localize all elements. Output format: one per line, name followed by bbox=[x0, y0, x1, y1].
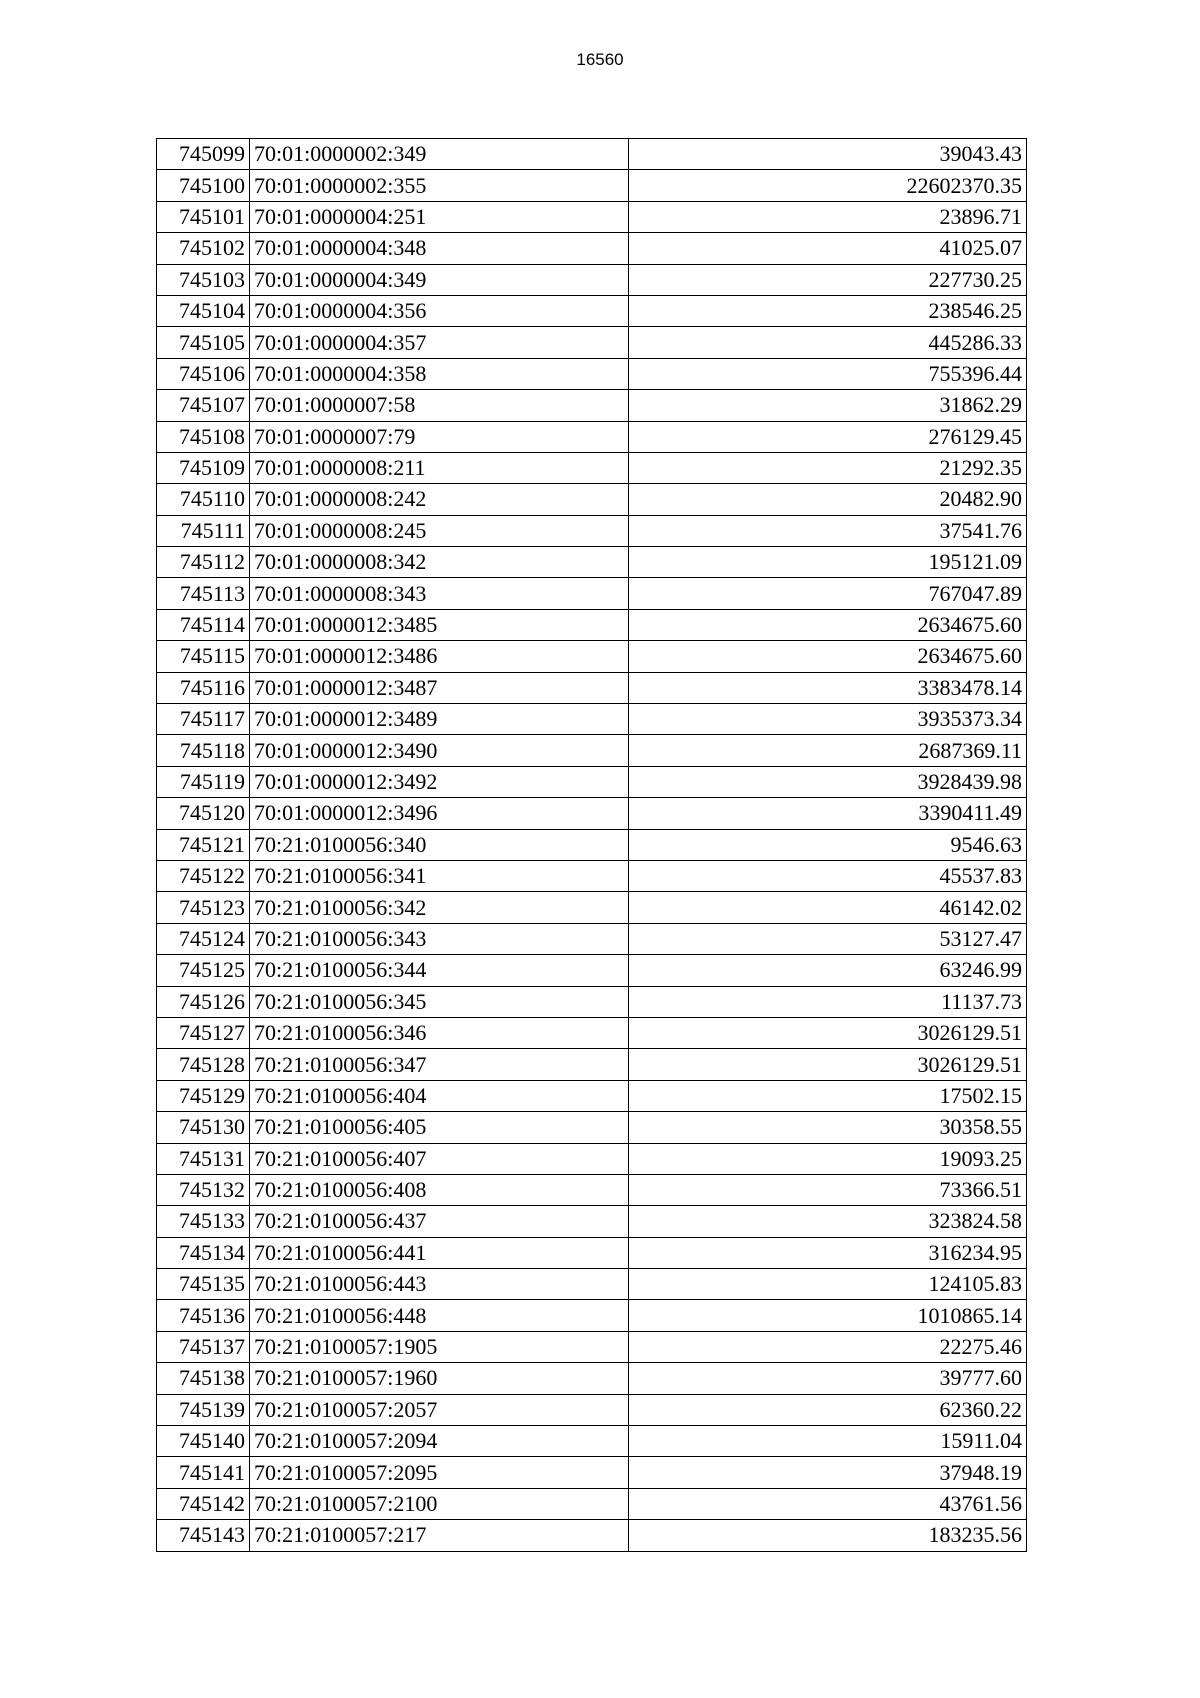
cadastral-number: 70:01:0000008:342 bbox=[250, 547, 629, 578]
cadastral-value: 767047.89 bbox=[629, 578, 1027, 609]
row-number: 745112 bbox=[157, 547, 250, 578]
cadastral-value: 37541.76 bbox=[629, 515, 1027, 546]
row-number: 745142 bbox=[157, 1488, 250, 1519]
cadastral-number: 70:01:0000002:355 bbox=[250, 170, 629, 201]
table-row bbox=[157, 829, 1027, 860]
table-row bbox=[157, 1080, 1027, 1111]
cadastral-number: 70:21:0100056:441 bbox=[250, 1237, 629, 1268]
table-row bbox=[157, 1112, 1027, 1143]
cadastral-value: 3935373.34 bbox=[629, 704, 1027, 735]
table-row bbox=[157, 609, 1027, 640]
table-row bbox=[157, 264, 1027, 295]
row-number: 745100 bbox=[157, 170, 250, 201]
cadastral-value: 17502.15 bbox=[629, 1080, 1027, 1111]
row-number: 745120 bbox=[157, 798, 250, 829]
cadastral-value: 41025.07 bbox=[629, 233, 1027, 264]
table-row bbox=[157, 1457, 1027, 1488]
cadastral-number: 70:21:0100056:340 bbox=[250, 829, 629, 860]
row-number: 745122 bbox=[157, 860, 250, 891]
table-row bbox=[157, 735, 1027, 766]
cadastral-number: 70:21:0100056:408 bbox=[250, 1174, 629, 1205]
cadastral-value: 195121.09 bbox=[629, 547, 1027, 578]
table-row bbox=[157, 1017, 1027, 1048]
cadastral-number: 70:01:0000004:358 bbox=[250, 358, 629, 389]
cadastral-number: 70:01:0000008:242 bbox=[250, 484, 629, 515]
cadastral-number: 70:21:0100056:404 bbox=[250, 1080, 629, 1111]
table-row bbox=[157, 860, 1027, 891]
row-number: 745109 bbox=[157, 452, 250, 483]
cadastral-value: 20482.90 bbox=[629, 484, 1027, 515]
row-number: 745117 bbox=[157, 704, 250, 735]
cadastral-number: 70:01:0000012:3487 bbox=[250, 672, 629, 703]
table-row bbox=[157, 892, 1027, 923]
row-number: 745126 bbox=[157, 986, 250, 1017]
row-number: 745135 bbox=[157, 1269, 250, 1300]
cadastral-value: 323824.58 bbox=[629, 1206, 1027, 1237]
table-row bbox=[157, 1394, 1027, 1425]
table-row bbox=[157, 1300, 1027, 1331]
cadastral-number: 70:21:0100056:343 bbox=[250, 923, 629, 954]
row-number: 745121 bbox=[157, 829, 250, 860]
cadastral-value: 63246.99 bbox=[629, 955, 1027, 986]
row-number: 745133 bbox=[157, 1206, 250, 1237]
table-row bbox=[157, 358, 1027, 389]
cadastral-number: 70:01:0000012:3492 bbox=[250, 766, 629, 797]
row-number: 745110 bbox=[157, 484, 250, 515]
table-row bbox=[157, 327, 1027, 358]
cadastral-value: 19093.25 bbox=[629, 1143, 1027, 1174]
table-row bbox=[157, 1426, 1027, 1457]
cadastral-number: 70:21:0100057:217 bbox=[250, 1520, 629, 1551]
cadastral-value: 183235.56 bbox=[629, 1520, 1027, 1551]
table-row bbox=[157, 1269, 1027, 1300]
table-row bbox=[157, 515, 1027, 546]
row-number: 745111 bbox=[157, 515, 250, 546]
cadastral-number: 70:01:0000012:3496 bbox=[250, 798, 629, 829]
row-number: 745138 bbox=[157, 1363, 250, 1394]
cadastral-number: 70:21:0100057:2057 bbox=[250, 1394, 629, 1425]
cadastral-value: 2634675.60 bbox=[629, 641, 1027, 672]
table-row bbox=[157, 1237, 1027, 1268]
table-row bbox=[157, 578, 1027, 609]
row-number: 745113 bbox=[157, 578, 250, 609]
table-row bbox=[157, 452, 1027, 483]
cadastral-number: 70:01:0000004:348 bbox=[250, 233, 629, 264]
table-row bbox=[157, 390, 1027, 421]
row-number: 745129 bbox=[157, 1080, 250, 1111]
cadastral-value: 445286.33 bbox=[629, 327, 1027, 358]
cadastral-value: 316234.95 bbox=[629, 1237, 1027, 1268]
cadastral-value: 22275.46 bbox=[629, 1331, 1027, 1362]
cadastral-value: 30358.55 bbox=[629, 1112, 1027, 1143]
table-row bbox=[157, 704, 1027, 735]
row-number: 745107 bbox=[157, 390, 250, 421]
row-number: 745105 bbox=[157, 327, 250, 358]
cadastral-value: 3026129.51 bbox=[629, 1049, 1027, 1080]
cadastral-value: 3390411.49 bbox=[629, 798, 1027, 829]
row-number: 745106 bbox=[157, 358, 250, 389]
cadastral-number: 70:01:0000012:3489 bbox=[250, 704, 629, 735]
row-number: 745143 bbox=[157, 1520, 250, 1551]
row-number: 745099 bbox=[157, 139, 250, 170]
table-row bbox=[157, 139, 1027, 170]
cadastral-value: 227730.25 bbox=[629, 264, 1027, 295]
cadastral-number: 70:21:0100056:344 bbox=[250, 955, 629, 986]
cadastral-value: 73366.51 bbox=[629, 1174, 1027, 1205]
cadastral-number: 70:01:0000002:349 bbox=[250, 139, 629, 170]
cadastral-value: 3928439.98 bbox=[629, 766, 1027, 797]
row-number: 745123 bbox=[157, 892, 250, 923]
row-number: 745125 bbox=[157, 955, 250, 986]
cadastral-number: 70:21:0100056:407 bbox=[250, 1143, 629, 1174]
row-number: 745118 bbox=[157, 735, 250, 766]
cadastral-value: 21292.35 bbox=[629, 452, 1027, 483]
cadastral-value: 238546.25 bbox=[629, 295, 1027, 326]
row-number: 745127 bbox=[157, 1017, 250, 1048]
row-number: 745108 bbox=[157, 421, 250, 452]
table-row bbox=[157, 295, 1027, 326]
row-number: 745103 bbox=[157, 264, 250, 295]
cadastral-value: 43761.56 bbox=[629, 1488, 1027, 1519]
cadastral-number: 70:21:0100056:443 bbox=[250, 1269, 629, 1300]
cadastral-value: 46142.02 bbox=[629, 892, 1027, 923]
cadastral-value: 45537.83 bbox=[629, 860, 1027, 891]
cadastral-number: 70:21:0100056:341 bbox=[250, 860, 629, 891]
cadastral-number: 70:01:0000007:79 bbox=[250, 421, 629, 452]
cadastral-value: 53127.47 bbox=[629, 923, 1027, 954]
cadastral-number: 70:01:0000008:211 bbox=[250, 452, 629, 483]
cadastral-value: 9546.63 bbox=[629, 829, 1027, 860]
cadastral-number: 70:21:0100056:437 bbox=[250, 1206, 629, 1237]
cadastral-number: 70:21:0100056:346 bbox=[250, 1017, 629, 1048]
table-row bbox=[157, 233, 1027, 264]
cadastral-value: 2634675.60 bbox=[629, 609, 1027, 640]
cadastral-value: 15911.04 bbox=[629, 1426, 1027, 1457]
cadastral-number: 70:21:0100057:1905 bbox=[250, 1331, 629, 1362]
table-row bbox=[157, 1331, 1027, 1362]
row-number: 745141 bbox=[157, 1457, 250, 1488]
cadastral-number: 70:01:0000012:3490 bbox=[250, 735, 629, 766]
cadastral-number: 70:01:0000008:245 bbox=[250, 515, 629, 546]
cadastral-value: 37948.19 bbox=[629, 1457, 1027, 1488]
table-body bbox=[157, 139, 1027, 1552]
cadastral-number: 70:21:0100056:448 bbox=[250, 1300, 629, 1331]
cadastral-number: 70:21:0100056:347 bbox=[250, 1049, 629, 1080]
row-number: 745101 bbox=[157, 201, 250, 232]
cadastral-value-table bbox=[156, 138, 1027, 1552]
page-number: 16560 bbox=[576, 50, 624, 69]
row-number: 745124 bbox=[157, 923, 250, 954]
table-row bbox=[157, 923, 1027, 954]
cadastral-number: 70:01:0000012:3485 bbox=[250, 609, 629, 640]
row-number: 745139 bbox=[157, 1394, 250, 1425]
row-number: 745137 bbox=[157, 1331, 250, 1362]
cadastral-value: 1010865.14 bbox=[629, 1300, 1027, 1331]
cadastral-value: 2687369.11 bbox=[629, 735, 1027, 766]
cadastral-value: 22602370.35 bbox=[629, 170, 1027, 201]
cadastral-value: 23896.71 bbox=[629, 201, 1027, 232]
table-row bbox=[157, 547, 1027, 578]
cadastral-number: 70:21:0100056:345 bbox=[250, 986, 629, 1017]
cadastral-number: 70:01:0000004:251 bbox=[250, 201, 629, 232]
cadastral-value: 39777.60 bbox=[629, 1363, 1027, 1394]
row-number: 745128 bbox=[157, 1049, 250, 1080]
table-row bbox=[157, 955, 1027, 986]
cadastral-value: 3026129.51 bbox=[629, 1017, 1027, 1048]
cadastral-value: 62360.22 bbox=[629, 1394, 1027, 1425]
cadastral-value: 755396.44 bbox=[629, 358, 1027, 389]
row-number: 745136 bbox=[157, 1300, 250, 1331]
row-number: 745119 bbox=[157, 766, 250, 797]
cadastral-value: 31862.29 bbox=[629, 390, 1027, 421]
table-row bbox=[157, 986, 1027, 1017]
row-number: 745131 bbox=[157, 1143, 250, 1174]
row-number: 745132 bbox=[157, 1174, 250, 1205]
cadastral-number: 70:21:0100057:2100 bbox=[250, 1488, 629, 1519]
cadastral-value: 124105.83 bbox=[629, 1269, 1027, 1300]
cadastral-number: 70:01:0000004:349 bbox=[250, 264, 629, 295]
row-number: 745104 bbox=[157, 295, 250, 326]
cadastral-number: 70:21:0100057:1960 bbox=[250, 1363, 629, 1394]
table-row bbox=[157, 201, 1027, 232]
table-row bbox=[157, 1363, 1027, 1394]
table-row bbox=[157, 170, 1027, 201]
table-row bbox=[157, 1488, 1027, 1519]
cadastral-number: 70:21:0100056:342 bbox=[250, 892, 629, 923]
table-row bbox=[157, 1520, 1027, 1551]
cadastral-number: 70:01:0000008:343 bbox=[250, 578, 629, 609]
row-number: 745116 bbox=[157, 672, 250, 703]
table-row bbox=[157, 672, 1027, 703]
cadastral-number: 70:21:0100057:2094 bbox=[250, 1426, 629, 1457]
row-number: 745140 bbox=[157, 1426, 250, 1457]
cadastral-value: 39043.43 bbox=[629, 139, 1027, 170]
cadastral-number: 70:01:0000004:357 bbox=[250, 327, 629, 358]
cadastral-number: 70:01:0000004:356 bbox=[250, 295, 629, 326]
table-row bbox=[157, 1049, 1027, 1080]
row-number: 745130 bbox=[157, 1112, 250, 1143]
table-row bbox=[157, 421, 1027, 452]
cadastral-value: 3383478.14 bbox=[629, 672, 1027, 703]
row-number: 745115 bbox=[157, 641, 250, 672]
cadastral-number: 70:21:0100056:405 bbox=[250, 1112, 629, 1143]
row-number: 745102 bbox=[157, 233, 250, 264]
table-row bbox=[157, 766, 1027, 797]
table-row bbox=[157, 641, 1027, 672]
table-row bbox=[157, 1174, 1027, 1205]
cadastral-number: 70:21:0100057:2095 bbox=[250, 1457, 629, 1488]
cadastral-number: 70:01:0000007:58 bbox=[250, 390, 629, 421]
table-row bbox=[157, 484, 1027, 515]
table-row bbox=[157, 1206, 1027, 1237]
table-row bbox=[157, 1143, 1027, 1174]
cadastral-number: 70:01:0000012:3486 bbox=[250, 641, 629, 672]
table-row bbox=[157, 798, 1027, 829]
cadastral-value: 11137.73 bbox=[629, 986, 1027, 1017]
cadastral-value: 276129.45 bbox=[629, 421, 1027, 452]
row-number: 745114 bbox=[157, 609, 250, 640]
row-number: 745134 bbox=[157, 1237, 250, 1268]
